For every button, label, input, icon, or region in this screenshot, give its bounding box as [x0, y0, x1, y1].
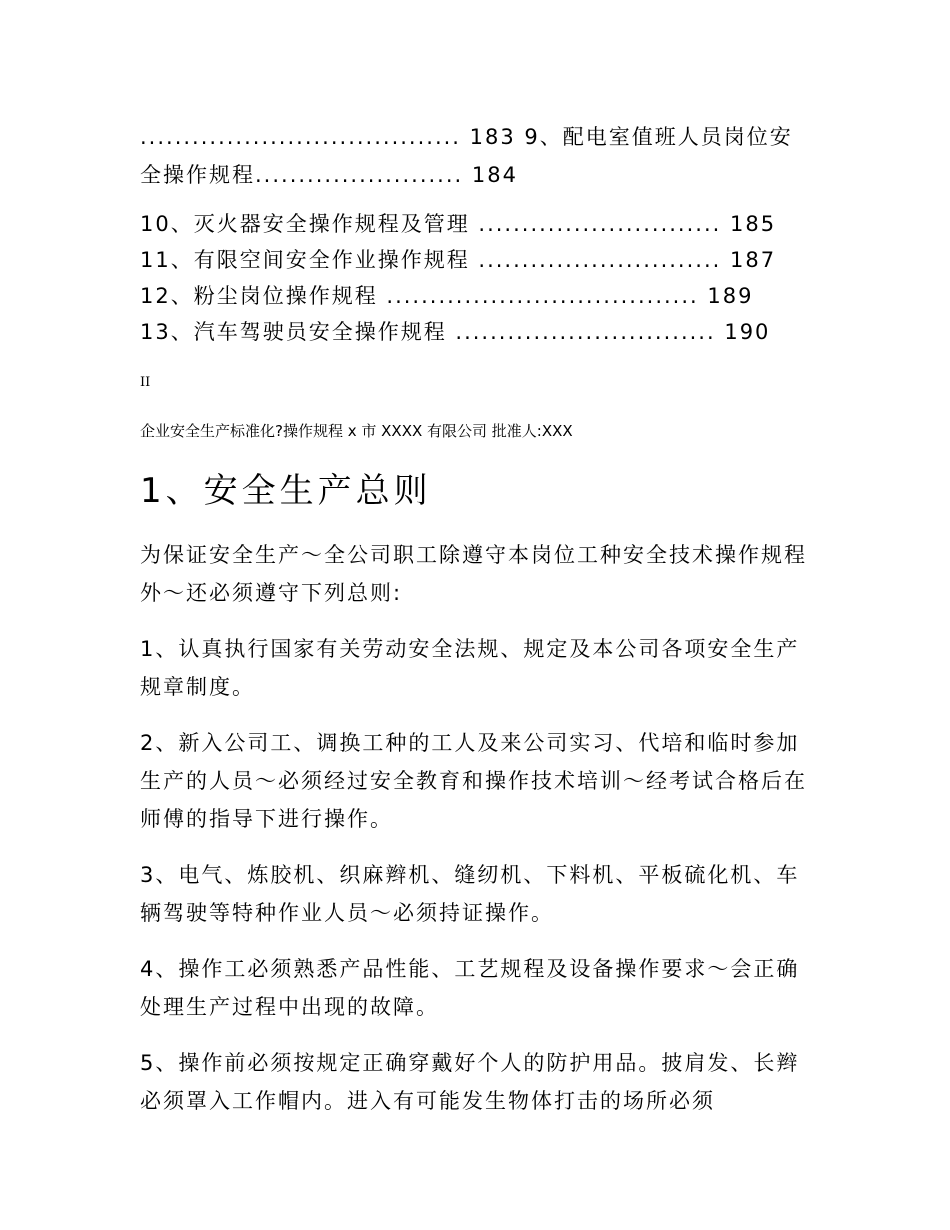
toc-list: [140, 206, 810, 350]
section-title: 1、安全生产总则: [140, 471, 432, 511]
toc-entry-13: 13、汽车驾驶员安全操作规程 .............................. 190: [140, 320, 771, 344]
paragraph-rule-4: 4、操作工必须熟悉产品性能、工艺规程及设备操作要求～会正确处理生产过程中出现的故障。: [140, 957, 800, 1019]
running-header: 企业安全生产标准化?操作规程 x 市 XXXX 有限公司 批准人:XXX: [140, 422, 573, 440]
paragraph-rule-5: 5、操作前必须按规定正确穿戴好个人的防护用品。披肩发、长辫必须罩入工作帽内。进入有可能发生物体打击的场所必须: [140, 1051, 800, 1113]
paragraph-rule-1: 1、认真执行国家有关劳动安全法规、规定及本公司各项安全生产规章制度。: [140, 637, 800, 699]
toc-entry-10: 10、灭火器安全操作规程及管理 ............................ 185: [140, 212, 777, 236]
toc-entry-12: 12、粉尘岗位操作规程 .................................... 189: [140, 284, 754, 308]
document-page: [140, 118, 810, 1138]
toc-first-entry: ..................................... 183 9、配电室值班人员岗位安全操作规程........................ 184: [140, 125, 793, 187]
paragraph-intro: 为保证安全生产～全公司职工除遵守本岗位工种安全技术操作规程外～还必须遵守下列总则:: [140, 543, 807, 605]
toc-entry-11: 11、有限空间安全作业操作规程 ............................ 187: [140, 248, 777, 272]
page-number: II: [140, 375, 151, 390]
paragraph-rule-2: 2、新入公司工、调换工种的工人及来公司实习、代培和临时参加生产的人员～必须经过安全教育和操作技术培训～经考试合格后在师傅的指导下进行操作。: [140, 731, 807, 831]
paragraph-rule-3: 3、电气、炼胶机、织麻辫机、缝纫机、下料机、平板硫化机、车辆驾驶等特种作业人员～必须持证操作。: [140, 863, 800, 925]
